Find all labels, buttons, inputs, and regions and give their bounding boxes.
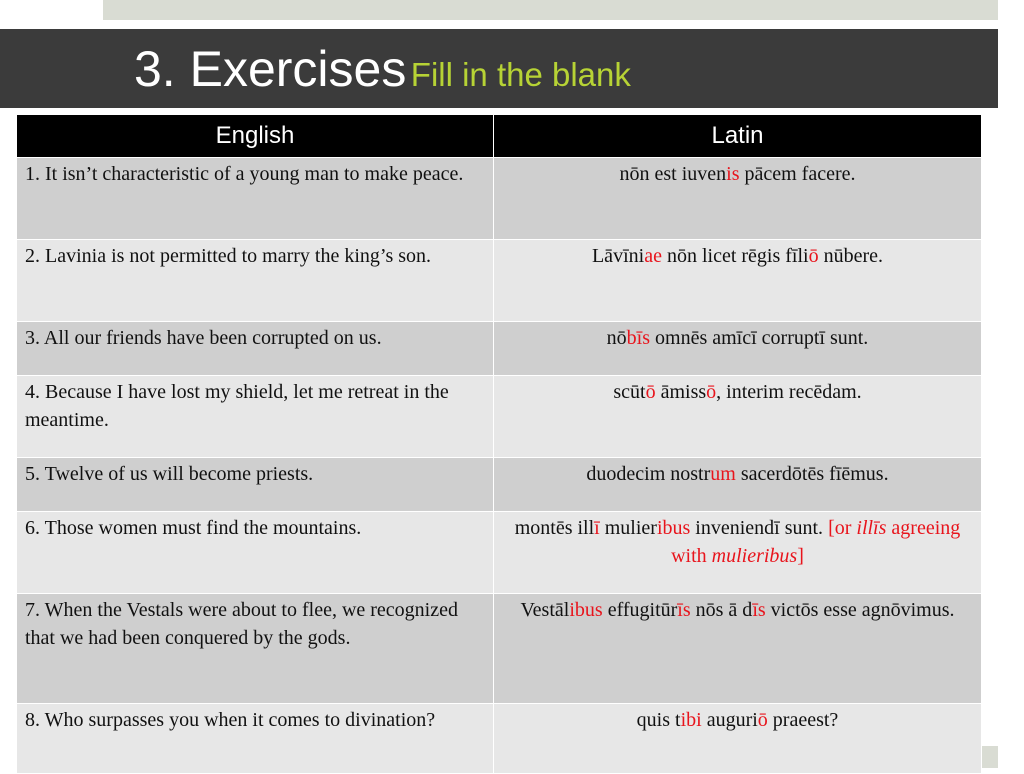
latin-text: nōs ā d <box>690 599 753 621</box>
table-row <box>17 376 982 458</box>
table-row <box>17 704 982 774</box>
latin-text: montēs ill <box>514 517 595 539</box>
filled-ending: illīs <box>856 517 887 539</box>
latin-text: nūbere. <box>818 245 884 267</box>
top-decor-strip <box>103 0 998 20</box>
slide-title-subtitle: Fill in the blank <box>410 56 631 93</box>
latin-text: effugitūr <box>602 599 678 621</box>
table-row <box>17 458 982 512</box>
latin-cell <box>494 704 982 774</box>
latin-text: scūt <box>613 381 646 403</box>
english-cell: 4. Because I have lost my shield, let me retreat in the meantime. <box>17 376 494 458</box>
latin-text: sacerdōtēs fīēmus. <box>735 463 889 485</box>
filled-ending: ibi <box>680 709 702 731</box>
filled-ending: ibus <box>656 517 691 539</box>
filled-ending: ae <box>644 245 662 267</box>
filled-ending: ō <box>808 245 819 267</box>
filled-ending: mulieribus <box>711 545 798 567</box>
latin-text: inveniendī sunt. <box>690 517 829 539</box>
exercise-table <box>16 114 982 774</box>
filled-ending: ō <box>757 709 768 731</box>
latin-text: āmiss <box>655 381 707 403</box>
table-header-row <box>17 115 982 158</box>
filled-ending: ī <box>594 517 600 539</box>
latin-text: quis t <box>636 709 681 731</box>
english-cell: 3. All our friends have been corrupted on us. <box>17 322 494 376</box>
latin-text: auguri <box>701 709 758 731</box>
latin-cell <box>494 322 982 376</box>
latin-text: pācem facere. <box>739 163 856 185</box>
latin-cell <box>494 512 982 594</box>
filled-ending: ō <box>645 381 656 403</box>
slide-title-main: 3. Exercises <box>134 41 407 97</box>
latin-cell <box>494 240 982 322</box>
latin-text: nōn licet rēgis fīli <box>661 245 809 267</box>
slide-title <box>134 40 631 98</box>
table-row <box>17 594 982 704</box>
latin-cell <box>494 458 982 512</box>
filled-ending: is <box>726 163 740 185</box>
latin-text: duodecim nostr <box>586 463 711 485</box>
latin-text: mulier <box>599 517 657 539</box>
english-cell: 6. Those women must find the mountains. <box>17 512 494 594</box>
table-row <box>17 322 982 376</box>
latin-text: praeest? <box>767 709 839 731</box>
filled-ending: ō <box>706 381 717 403</box>
latin-cell <box>494 594 982 704</box>
english-cell: 8. Who surpasses you when it comes to divination? <box>17 704 494 774</box>
latin-cell <box>494 158 982 240</box>
latin-text: Lāvīni <box>591 245 645 267</box>
english-cell: 7. When the Vestals were about to flee, we recognized that we had been conquered by the gods. <box>17 594 494 704</box>
filled-ending: agreeing with <box>671 517 961 567</box>
latin-cell <box>494 376 982 458</box>
latin-text: nōn est iuven <box>619 163 727 185</box>
filled-ending: ] <box>797 545 804 567</box>
filled-ending: bīs <box>626 327 651 349</box>
latin-text: omnēs amīcī corruptī sunt. <box>650 327 869 349</box>
filled-ending: [or <box>828 517 857 539</box>
header-latin: Latin <box>494 115 982 158</box>
table-row <box>17 512 982 594</box>
table-row <box>17 240 982 322</box>
latin-text: victōs esse agnōvimus. <box>765 599 955 621</box>
filled-ending: ibus <box>569 599 603 621</box>
latin-text: , interim recēdam. <box>716 381 862 403</box>
latin-text: Vestāl <box>520 599 570 621</box>
header-english: English <box>17 115 494 158</box>
filled-ending: īs <box>677 599 691 621</box>
latin-text: nō <box>606 327 627 349</box>
filled-ending: īs <box>752 599 766 621</box>
english-cell: 1. It isn’t characteristic of a young man to make peace. <box>17 158 494 240</box>
english-cell: 5. Twelve of us will become priests. <box>17 458 494 512</box>
filled-ending: um <box>710 463 736 485</box>
table-row <box>17 158 982 240</box>
corner-decor-strip <box>982 746 998 768</box>
english-cell: 2. Lavinia is not permitted to marry the king’s son. <box>17 240 494 322</box>
